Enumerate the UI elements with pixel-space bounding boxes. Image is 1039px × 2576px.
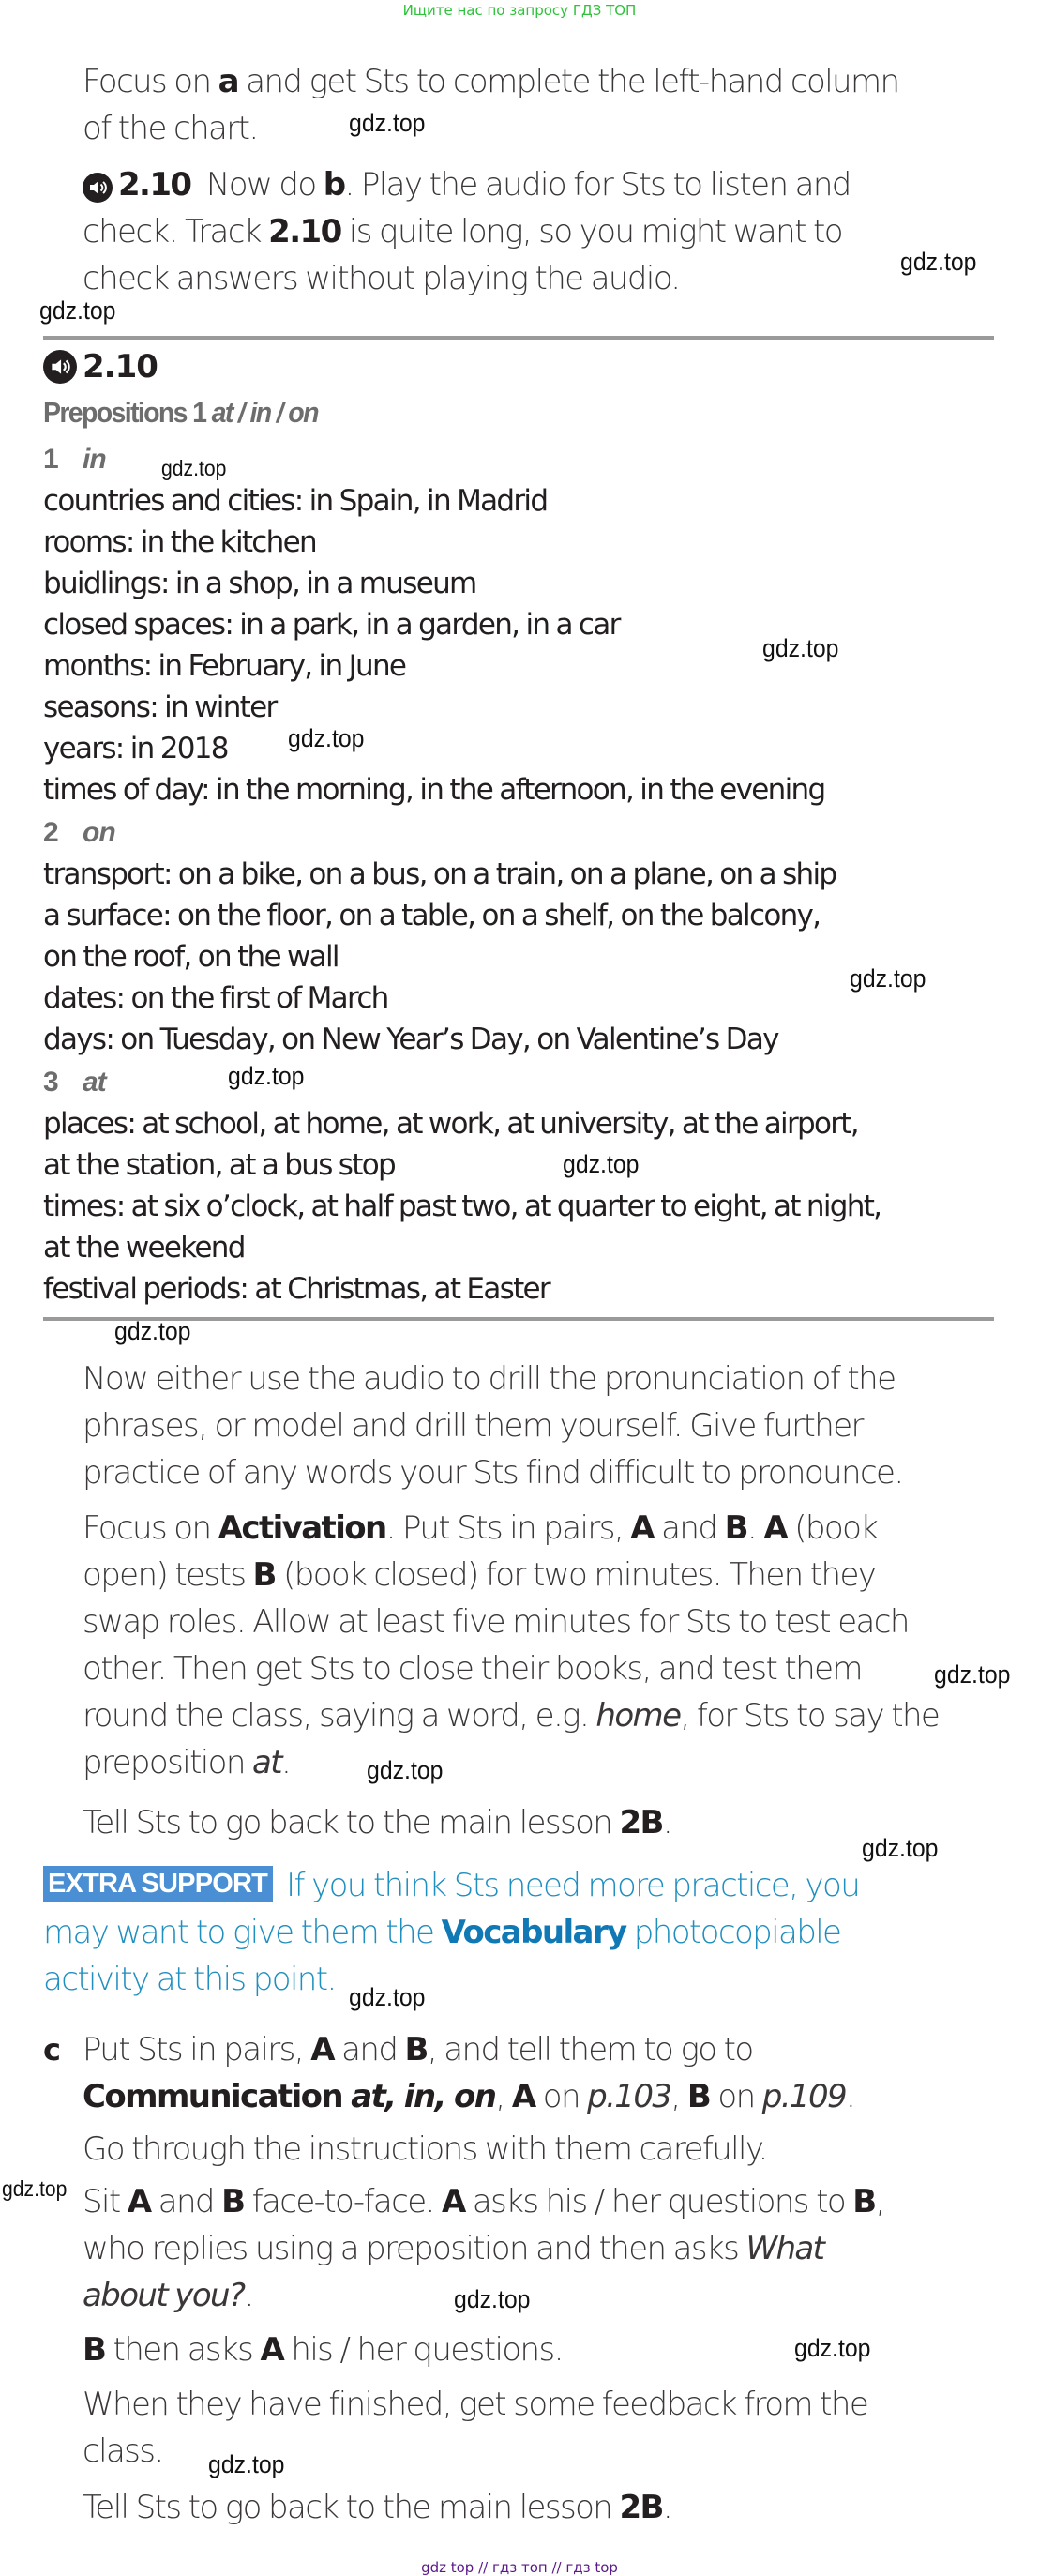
script-line: times of day: in the morning, in the afternoon, in the evening — [43, 773, 825, 807]
back-to-lesson-paragraph: Tell Sts to go back to the main lesson 2B. — [83, 1804, 672, 1841]
script-line: closed spaces: in a park, in a garden, in a car — [43, 608, 620, 642]
section-c-paragraph-1: Put Sts in pairs, A and B, and tell them to go to Communication at, in, on, A on p.103, B on p.109. — [83, 2031, 855, 2115]
watermark: gdz.top — [762, 634, 839, 662]
script-line: at the station, at a bus stop — [43, 1148, 395, 1182]
watermark: gdz.top — [349, 109, 426, 137]
group-heading-at: 3 at — [43, 1067, 106, 1098]
script-line: days: on Tuesday, on New Year’s Day, on Valentine’s Day — [43, 1023, 778, 1056]
watermark: gdz.top — [39, 296, 116, 325]
watermark: gdz.top — [161, 456, 227, 480]
intro-paragraph-b: 2.10 Now do b. Play the audio for Sts to listen and check. Track 2.10 is quite long, so you might want to check answers without playing the audio. — [83, 166, 851, 297]
watermark: gdz.top — [208, 2450, 285, 2478]
audioscript-header — [43, 346, 158, 387]
top-search-banner: Ищите нас по запросу ГДЗ ТОП — [402, 2, 637, 19]
section-c-paragraph-3: Sit A and B face-to-face. A asks his / her questions to B, who replies using a preposition and then asks What about you?. — [83, 2183, 884, 2314]
script-line: places: at school, at home, at work, at university, at the airport, — [43, 1107, 858, 1141]
audio-speaker-icon[interactable] — [83, 173, 113, 203]
group-heading-in: 1 in — [43, 444, 106, 475]
audio-speaker-icon[interactable] — [43, 350, 77, 384]
watermark: gdz.top — [288, 724, 365, 752]
script-line: buidlings: in a shop, in a museum — [43, 567, 476, 600]
script-line: a surface: on the floor, on a table, on a shelf, on the balcony, — [43, 899, 821, 932]
section-c-paragraph-4: B then asks A his / her questions. — [83, 2331, 563, 2369]
watermark: gdz.top — [2, 2176, 68, 2201]
watermark: gdz.top — [454, 2285, 531, 2313]
script-line: countries and cities: in Spain, in Madrid — [43, 484, 548, 518]
section-c-paragraph-2: Go through the instructions with them carefully. — [83, 2130, 767, 2168]
watermark: gdz.top — [367, 1756, 444, 1784]
watermark: gdz.top — [850, 964, 926, 993]
script-line: months: in February, in June — [43, 649, 406, 683]
script-line: festival periods: at Christmas, at Easter — [43, 1272, 550, 1306]
extra-support-box: EXTRA SUPPORT If you think Sts need more practice, you may want to give them the Vocabulary photocopiable activity at this point. — [43, 1867, 860, 1998]
watermark: gdz.top — [228, 1062, 305, 1090]
bottom-site-banner: gdz top // гдз топ // гдз top — [421, 2559, 618, 2576]
script-line: rooms: in the kitchen — [43, 525, 316, 559]
audioscript-track-number: 2.10 — [83, 348, 158, 386]
section-c-paragraph-5: When they have finished, get some feedback from the class. — [83, 2386, 868, 2470]
drill-paragraph: Now either use the audio to drill the pronunciation of the phrases, or model and drill them yourself. Give further practice of any words your Sts find difficult to pronounce. — [83, 1360, 903, 1492]
group-heading-on: 2 on — [43, 817, 115, 848]
script-line: times: at six o’clock, at half past two, at quarter to eight, at night, — [43, 1190, 881, 1223]
script-line: years: in 2018 — [43, 732, 228, 765]
intro-paragraph-a: Focus on a and get Sts to complete the left-hand column of the chart. — [83, 63, 899, 147]
activation-paragraph: Focus on Activation. Put Sts in pairs, A and B. A (book open) tests B (book closed) for two minutes. Then they swap roles. Allow at least five minutes for Sts to test each other. Then get Sts to close their books, and test them round the class, saying a word, e.g. home, for Sts to say the preposition at. — [83, 1509, 940, 1781]
watermark: gdz.top — [900, 248, 977, 276]
script-line: on the roof, on the wall — [43, 940, 339, 974]
audioscript-title: Prepositions 1 at / in / on — [43, 396, 318, 429]
watermark: gdz.top — [794, 2334, 871, 2362]
section-label-c: c — [43, 2032, 61, 2068]
watermark: gdz.top — [563, 1150, 640, 1178]
script-line: seasons: in winter — [43, 690, 277, 724]
track-number: 2.10 — [118, 166, 191, 204]
script-line: at the weekend — [43, 1231, 245, 1265]
watermark: gdz.top — [114, 1317, 191, 1345]
audioscript-top-separator — [43, 336, 994, 340]
watermark: gdz.top — [862, 1834, 939, 1862]
section-c-paragraph-6: Tell Sts to go back to the main lesson 2B. — [83, 2489, 672, 2526]
script-line: dates: on the first of March — [43, 981, 388, 1015]
watermark: gdz.top — [349, 1983, 426, 2011]
extra-support-badge: EXTRA SUPPORT — [43, 1866, 273, 1902]
script-line: transport: on a bike, on a bus, on a train, on a plane, on a ship — [43, 857, 836, 891]
watermark: gdz.top — [934, 1660, 1011, 1689]
